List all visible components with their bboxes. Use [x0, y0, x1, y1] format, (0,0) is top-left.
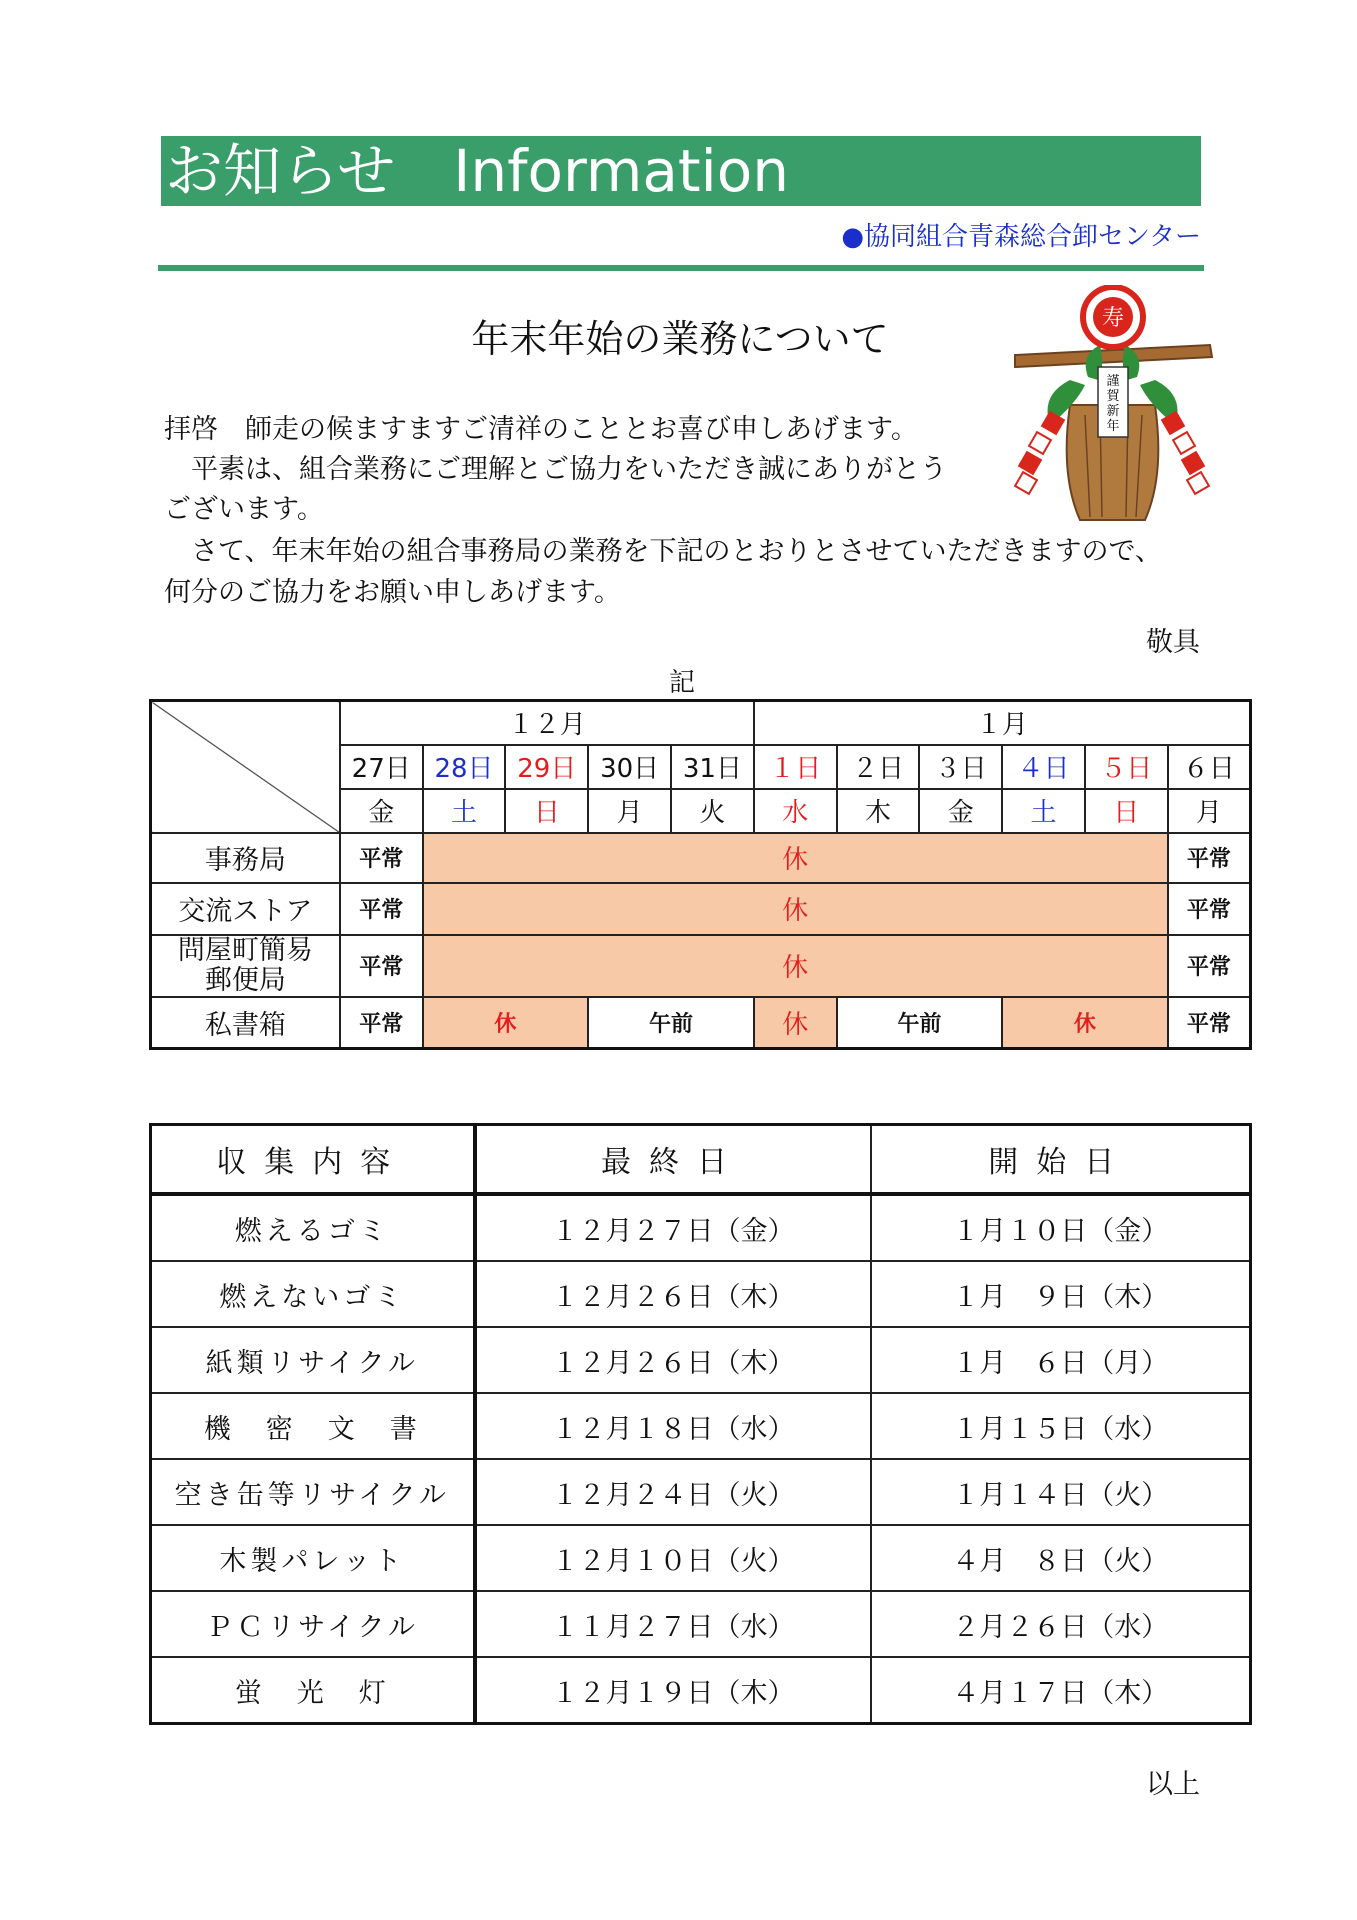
normal-cell: 平常: [340, 935, 423, 997]
closed-cell: 休: [754, 997, 837, 1049]
normal-cell: 平常: [1168, 883, 1251, 935]
collection-item: 燃えるゴミ: [151, 1194, 475, 1261]
last-day: １２月２７日（金）: [475, 1194, 871, 1261]
body-line-3: ございます。: [164, 494, 324, 525]
closed-cell: 休: [423, 833, 1168, 883]
month-january: １月: [754, 701, 1251, 745]
collection-item: 蛍 光 灯: [151, 1657, 475, 1724]
svg-text:年: 年: [1106, 419, 1120, 434]
header-last-day: 最終日: [475, 1125, 871, 1195]
header-start-day: 開始日: [871, 1125, 1251, 1195]
organization-name: ●協同組合青森総合卸センター: [841, 222, 1201, 252]
closed-cell: 休: [423, 883, 1168, 935]
day-cell: 30日: [588, 745, 671, 789]
normal-cell: 平常: [1168, 935, 1251, 997]
banner-title: お知らせ Information: [165, 137, 789, 205]
closing-ijo: 以上: [1146, 1769, 1200, 1800]
collection-item: 燃えないゴミ: [151, 1261, 475, 1327]
kotobuki-label: 寿: [1101, 306, 1125, 331]
row-label-post-office: 問屋町簡易 郵便局: [151, 935, 340, 997]
last-day: １２月１８日（水）: [475, 1393, 871, 1459]
normal-cell: 平常: [1168, 833, 1251, 883]
table-row: [151, 1459, 1251, 1525]
weekday-cell: 火: [671, 789, 754, 833]
day-cell: １日: [754, 745, 837, 789]
last-day: １１月２７日（水）: [475, 1591, 871, 1657]
start-day: ４月 ８日（火）: [871, 1525, 1251, 1591]
start-day: １月１４日（火）: [871, 1459, 1251, 1525]
day-cell: ５日: [1085, 745, 1168, 789]
day-cell: 31日: [671, 745, 754, 789]
body-line-4: さて、年末年始の組合事務局の業務を下記のとおりとさせていただきますので、: [164, 536, 1162, 567]
closed-cell: 休: [423, 997, 589, 1049]
row-label-store: 交流ストア: [151, 883, 340, 935]
weekday-cell: 土: [1002, 789, 1085, 833]
last-day: １２月２６日（木）: [475, 1327, 871, 1393]
body-line-5: 何分のご協力をお願い申しあげます。: [164, 577, 621, 608]
body-line-2: 平素は、組合業務にご理解とご協力をいただき誠にありがとう: [164, 454, 947, 485]
ki-label: 記: [669, 668, 696, 698]
table-row: [151, 1261, 1251, 1327]
weekday-cell: 日: [505, 789, 588, 833]
page-title: 年末年始の業務について: [471, 317, 889, 361]
month-december: １２月: [340, 701, 754, 745]
svg-text:賀: 賀: [1106, 389, 1120, 404]
day-cell: ２日: [837, 745, 920, 789]
body-line-1: 拝啓 師走の候ますますご清祥のこととお喜び申しあげます。: [164, 414, 918, 445]
start-day: ４月１７日（木）: [871, 1657, 1251, 1724]
closing-keigu: 敬具: [1146, 627, 1200, 658]
collection-item: ＰＣリサイクル: [151, 1591, 475, 1657]
table-row: [151, 1194, 1251, 1261]
weekday-cell: 木: [837, 789, 920, 833]
day-cell: ４日: [1002, 745, 1085, 789]
row-label-office: 事務局: [151, 833, 340, 883]
weekday-cell: 日: [1085, 789, 1168, 833]
start-day: ２月２６日（水）: [871, 1591, 1251, 1657]
day-cell: ６日: [1168, 745, 1251, 789]
last-day: １２月２４日（火）: [475, 1459, 871, 1525]
table-row: [151, 1525, 1251, 1591]
closed-cell: 休: [1002, 997, 1168, 1049]
collection-item: 機 密 文 書: [151, 1393, 475, 1459]
weekday-cell: 金: [919, 789, 1002, 833]
banner: [161, 136, 1201, 206]
weekday-cell: 月: [588, 789, 671, 833]
start-day: １月１５日（水）: [871, 1393, 1251, 1459]
collection-item: 空き缶等リサイクル: [151, 1459, 475, 1525]
table-row: [151, 1657, 1251, 1724]
collection-item: 紙類リサイクル: [151, 1327, 475, 1393]
weekday-cell: 水: [754, 789, 837, 833]
normal-cell: 平常: [340, 833, 423, 883]
header-diagonal-cell: [151, 701, 340, 833]
divider: [158, 265, 1204, 271]
weekday-cell: 金: [340, 789, 423, 833]
normal-cell: 平常: [1168, 997, 1251, 1049]
svg-text:新: 新: [1106, 404, 1120, 419]
holiday-schedule-table: [149, 699, 1252, 1050]
normal-cell: 平常: [340, 997, 423, 1049]
day-cell: 27日: [340, 745, 423, 789]
collection-table: [149, 1123, 1252, 1725]
table-row: [151, 1327, 1251, 1393]
table-row: [151, 1591, 1251, 1657]
day-cell: 28日: [423, 745, 506, 789]
start-day: １月 ９日（木）: [871, 1261, 1251, 1327]
new-year-wreath-icon: [1010, 285, 1215, 530]
day-cell: ３日: [919, 745, 1002, 789]
day-cell: 29日: [505, 745, 588, 789]
normal-cell: 平常: [340, 883, 423, 935]
svg-text:謹: 謹: [1106, 374, 1120, 389]
start-day: １月１０日（金）: [871, 1194, 1251, 1261]
header-item: 収集内容: [151, 1125, 475, 1195]
last-day: １２月２６日（木）: [475, 1261, 871, 1327]
weekday-cell: 月: [1168, 789, 1251, 833]
start-day: １月 ６日（月）: [871, 1327, 1251, 1393]
closed-cell: 休: [423, 935, 1168, 997]
morning-cell: 午前: [588, 997, 754, 1049]
row-label-po-box: 私書箱: [151, 997, 340, 1049]
last-day: １２月１０日（火）: [475, 1525, 871, 1591]
table-row: [151, 1393, 1251, 1459]
collection-item: 木製パレット: [151, 1525, 475, 1591]
last-day: １２月１９日（木）: [475, 1657, 871, 1724]
morning-cell: 午前: [837, 997, 1003, 1049]
weekday-cell: 土: [423, 789, 506, 833]
